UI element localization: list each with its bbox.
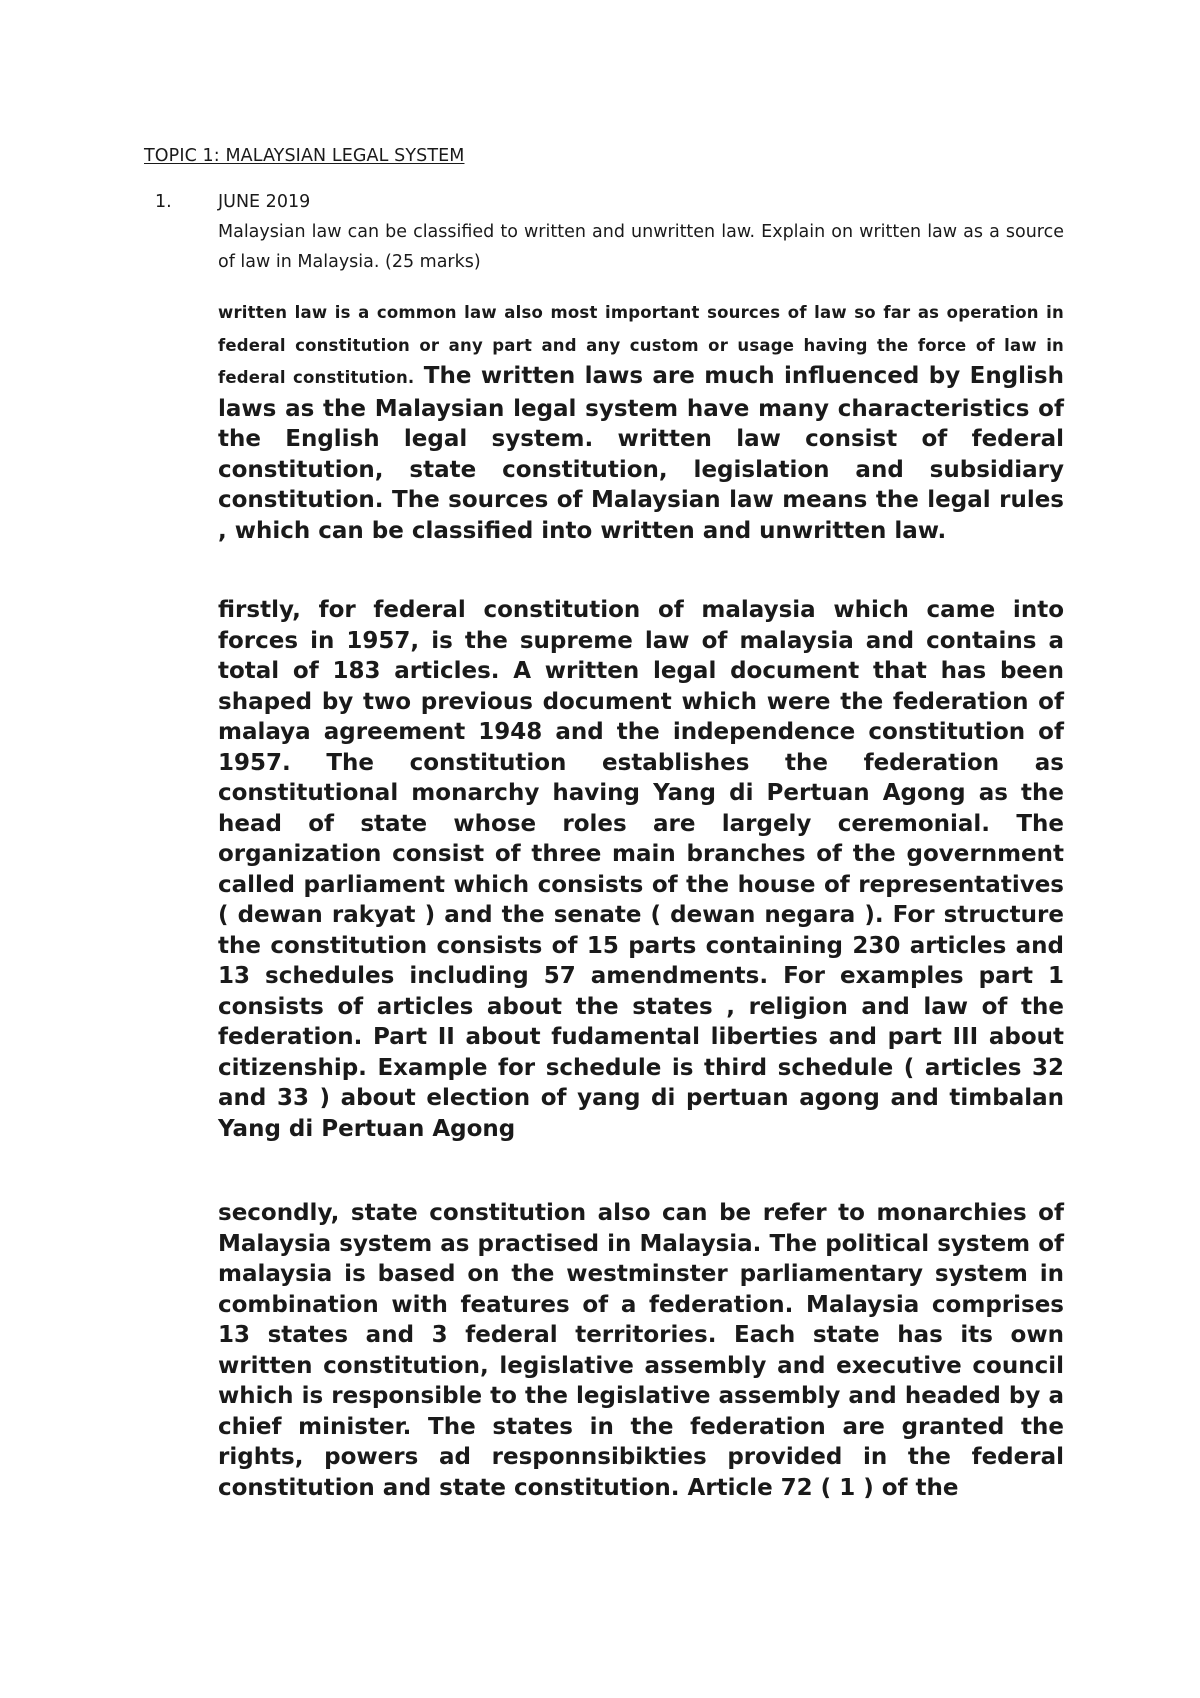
question-text: Malaysian law can be classified to written and unwritten law. Explain on written law as a source of law in Malaysia. (25 marks) <box>218 222 1064 272</box>
question-date: JUNE 2019 <box>218 192 311 212</box>
answer-paragraph-1 <box>218 296 1064 546</box>
answer-paragraph-1-rest: The written laws are much influenced by English laws as the Malaysian legal system have many characteristics of the English legal system. written law consist of federal constitution, state constitution, legislation and subsidiary constitution. The sources of Malaysian law means the legal rules , which can be classified into written and unwritten law. <box>218 363 1064 544</box>
answer-paragraph-1-lead: written law is a common law also most important sources of law so far as operation in federal constitution or any part and any custom or usage having the force of law in federal constitution. <box>218 303 1064 387</box>
question-number: 1. <box>155 192 172 212</box>
answer-paragraph-3: secondly, state constitution also can be refer to monarchies of Malaysia system as practised in Malaysia. The political system of malaysia is based on the westminster parliamentary system in combination with features of a federation. Malaysia comprises 13 states and 3 federal territories. Each state has its own written constitution, legislative assembly and executive council which is responsible to the legislative assembly and headed by a chief minister. The states in the federation are granted the rights, powers ad responnsibikties provided in the federal constitution and state constitution. Article 72 ( 1 ) of the <box>218 1200 1064 1501</box>
answer-paragraph-2: firstly, for federal constitution of malaysia which came into forces in 1957, is the supreme law of malaysia and contains a total of 183 articles. A written legal document that has been shaped by two previous document which were the federation of malaya agreement 1948 and the independence constitution of 1957. The constitution establishes the federation as constitutional monarchy having Yang di Pertuan Agong as the head of state whose roles are largely ceremonial. The organization consist of three main branches of the government called parliament which consists of the house of representatives ( dewan rakyat ) and the senate ( dewan negara ). For structure the constitution consists of 15 parts containing 230 articles and 13 schedules including 57 amendments. For examples part 1 consists of articles about the states , religion and law of the federation. Part II about fudamental liberties and part III about citizenship. Example for schedule is third schedule ( articles 32 and 33 ) about election of yang di pertuan agong and timbalan Yang di Pertuan Agong <box>218 597 1064 1142</box>
topic-title: TOPIC 1: MALAYSIAN LEGAL SYSTEM <box>144 146 465 166</box>
